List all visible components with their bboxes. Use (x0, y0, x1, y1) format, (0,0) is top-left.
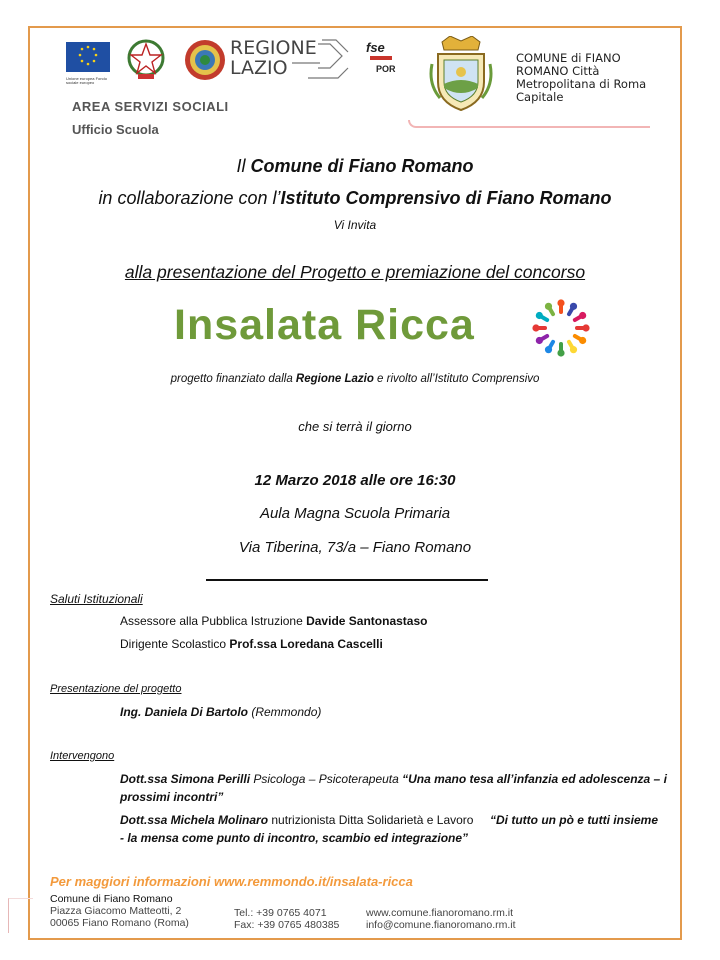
office-label: Ufficio Scuola (72, 122, 159, 137)
greeting-name: Davide Santonastaso (306, 614, 428, 628)
greeting-role: Assessore alla Pubblica Istruzione (120, 614, 307, 628)
footer-tel: Tel.: +39 0765 4071 (234, 907, 327, 919)
speaker-2-line-2 (120, 829, 650, 847)
funding-region: Regione Lazio (295, 373, 374, 385)
italian-republic-emblem (126, 38, 166, 82)
intro-line-1 (30, 156, 680, 177)
footer-web-contacts (366, 907, 516, 931)
divider-line (206, 579, 488, 581)
footer-contacts (234, 907, 339, 931)
footer-city: 00065 Fiano Romano (Roma) (50, 917, 189, 929)
funding-prefix: progetto finanziato dalla (170, 373, 296, 385)
event-date: 12 Marzo 2018 alle ore 16:30 (254, 472, 456, 489)
comune-logo-caption: COMUNE di FIANO ROMANO Città Metropolitana di Roma Capitale (516, 51, 647, 104)
event-intro: che si terrà il giorno (298, 419, 412, 434)
intro-line-1-prefix: Il (236, 156, 251, 176)
speaker-2-talk: “Di tutto un pò e tutti insieme (490, 813, 658, 827)
speakers-heading: Intervengono (50, 750, 115, 762)
regione-lazio-logo (230, 38, 350, 82)
footer-address (50, 893, 189, 929)
intro-line-2-prefix: in collaborazione con l’ (98, 188, 281, 208)
footer-decoration (8, 898, 33, 933)
fiano-romano-crest (428, 36, 494, 112)
presentation-line: alla presentazione del Progetto e premiazione del concorso (124, 262, 586, 282)
event-place: Aula Magna Scuola Primaria (259, 505, 451, 522)
speaker-2-line-1 (120, 811, 658, 829)
fse-wordmark: fse (366, 40, 385, 55)
speaker-2 (120, 811, 658, 847)
intro-line-2 (30, 188, 680, 209)
footer-email[interactable]: info@comune.fianoromano.rm.it (366, 919, 516, 931)
people-circle-icon (530, 297, 592, 359)
footer-fax: Fax: +39 0765 480385 (234, 919, 340, 931)
greeting-item (120, 614, 427, 628)
intro-line-2-name: Istituto Comprensivo di Fiano Romano (280, 188, 612, 208)
por-wordmark: POR (376, 64, 396, 74)
footer-street: Piazza Giacomo Matteotti, 2 (50, 905, 182, 917)
greeting-item (120, 637, 383, 651)
presenter-line (120, 705, 321, 719)
speaker-1-line-2 (120, 788, 650, 806)
speaker-1-role: Psicologa – Psicoterapeuta (250, 772, 403, 786)
eu-caption: Unione europea Fondo sociale europeo (66, 76, 107, 85)
header-decorative-line (408, 120, 650, 128)
project-title: Insalata Ricca (174, 301, 475, 349)
greeting-role: Dirigente Scolastico (120, 637, 230, 651)
funding-line (30, 373, 680, 385)
speaker-1-name: Dott.ssa Simona Perilli (120, 772, 251, 786)
regione-lazio-emblem (182, 38, 228, 82)
footer-name: Comune di Fiano Romano (50, 893, 173, 905)
funding-suffix: e rivolto all’Istituto Comprensivo (373, 373, 540, 385)
intro-line-1-name: Comune di Fiano Romano (250, 156, 474, 176)
invite-text: Vi Invita (333, 218, 377, 232)
greetings-heading: Saluti Istituzionali (50, 592, 143, 606)
regione-lazio-wordmark: REGIONE LAZIO (230, 37, 317, 79)
fse-por-logo (366, 40, 400, 84)
department-label: AREA SERVIZI SOCIALI (72, 99, 229, 114)
event-address: Via Tiberina, 73/a – Fiano Romano (238, 539, 472, 556)
comune-logo-text (516, 52, 656, 104)
speaker-2-talk-cont: - la mensa come punto di incontro, scambio ed integrazione” (120, 831, 469, 845)
speaker-1-talk: “Una mano tesa all’infanzia ed adolescenza – i (402, 772, 667, 786)
presentation-heading: Presentazione del progetto (50, 683, 182, 695)
presenter-name: Ing. Daniela Di Bartolo (120, 705, 249, 719)
eu-flag-logo (66, 42, 110, 85)
greeting-name: Prof.ssa Loredana Cascelli (229, 637, 383, 651)
speaker-2-role: nutrizionista Ditta Solidarietà e Lavoro (268, 813, 474, 827)
speaker-1 (120, 770, 667, 806)
presenter-org: (Remmondo) (248, 705, 322, 719)
speaker-1-line-1 (120, 770, 667, 788)
footer-website[interactable]: www.comune.fianoromano.rm.it (366, 907, 514, 919)
speaker-2-name: Dott.ssa Michela Molinaro (120, 813, 269, 827)
more-info-link[interactable]: Per maggiori informazioni www.remmondo.it/insalata-ricca (50, 874, 413, 889)
speaker-1-talk-cont: prossimi incontri” (120, 790, 224, 804)
